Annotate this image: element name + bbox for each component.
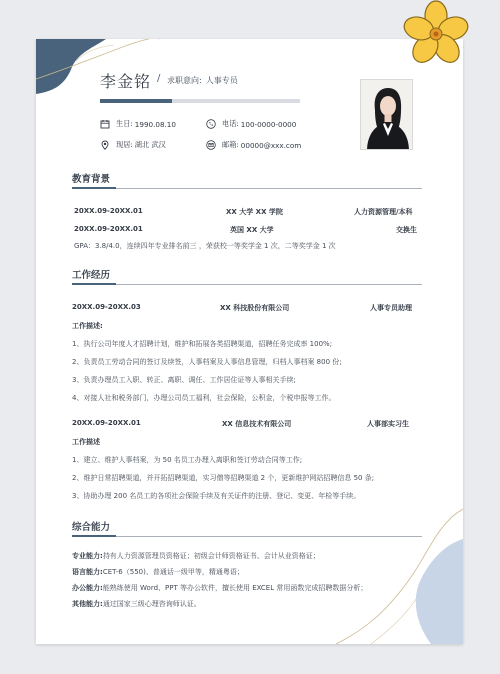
job-2-item-2: 2、维护日常招聘渠道，并开拓招聘渠道，实习僧等招聘渠道 2 个，更新维护网站招聘信息 50 条; (72, 474, 375, 482)
job-2-item-3: 3、协助办理 200 名员工的各项社会保险手续及有关证件的注册、登记、变更、年检等手续。 (72, 492, 361, 500)
job-intent-label: 求职意向: (167, 76, 202, 85)
education-section-title: 教育背景 (72, 174, 111, 185)
job-intent (167, 75, 238, 86)
work-section-title: 工作经历 (72, 270, 111, 281)
job-1-period: 20XX.09-20XX.03 (72, 303, 141, 311)
skill-language-key: 语言能力: (72, 568, 103, 576)
job-1-company: XX 科技股份有限公司 (220, 304, 290, 312)
edu-2-major: 交换生 (396, 226, 417, 234)
email-info (206, 140, 301, 150)
skills-divider (72, 536, 422, 537)
skill-professional-value: 持有人力资源管理员资格证；初级会计师资格证书、会计从业资格证； (102, 552, 320, 560)
skills-section-title: 综合能力 (72, 522, 111, 533)
edu-gpa: GPA：3.8/4.0，连续四年专业排名前三 ，荣获校一等奖学金 1 次，二等奖学金 1 次 (74, 242, 336, 250)
candidate-name: 李金铭 (100, 72, 152, 91)
job-2-role: 人事部实习生 (367, 420, 409, 428)
flower-decoration (398, 0, 476, 70)
job-1-role: 人事专员助理 (370, 304, 412, 312)
edu-2-school: 英国 XX 大学 (230, 226, 274, 234)
skill-office-key: 办公能力: (72, 584, 103, 592)
skill-other (72, 599, 201, 609)
phone-info (206, 119, 296, 129)
job-1-item-2: 2、负责员工劳动合同的签订及续签，人事档案及人事信息管理，归档人事档案 800 份; (72, 358, 342, 366)
job-2-period: 20XX.09-20XX.01 (72, 419, 141, 427)
job-intent-value: 人事专员 (205, 76, 238, 85)
residence-value: 湖北 武汉 (134, 140, 166, 149)
job-2-desc-label: 工作描述 (72, 438, 100, 446)
phone-icon (206, 119, 216, 129)
location-icon (100, 140, 110, 150)
residence-label: 现居: (116, 140, 133, 149)
job-1-desc-label: 工作描述: (72, 322, 103, 330)
email-label: 邮箱: (222, 140, 239, 149)
resume-page (36, 39, 463, 644)
skill-language-value: CET-6（550)、普通话一级甲等，精通粤语； (102, 568, 244, 576)
birth-value: 1990.08.10 (134, 119, 176, 129)
edu-1-period: 20XX.09-20XX.01 (74, 207, 143, 215)
phone-value: 100-0000-0000 (240, 119, 297, 129)
skill-other-key: 其他能力: (72, 600, 103, 608)
phone-label: 电话: (222, 119, 239, 128)
job-1-item-1: 1、执行公司年度人才招聘计划，维护和拓展各类招聘渠道，招聘任务完成率 100%; (72, 340, 333, 348)
edu-1-school: XX 大学 XX 学院 (226, 208, 283, 216)
job-2-item-1: 1、建立、维护人事档案，为 50 名员工办理入离职和签订劳动合同等工作; (72, 456, 303, 464)
birth-info (100, 119, 176, 129)
birth-label: 生日: (116, 119, 133, 128)
job-2-company: XX 信息技术有限公司 (222, 420, 292, 428)
mail-icon (206, 140, 216, 150)
edu-2-period: 20XX.09-20XX.01 (74, 225, 143, 233)
name-underline (100, 99, 300, 103)
skill-office-value: 能熟练使用 Word、PPT 等办公软件，擅长使用 EXCEL 常用函数完成招聘数据分析； (102, 584, 368, 592)
skill-other-value: 通过国家三级心理咨询师认证。 (102, 600, 201, 608)
skill-professional-key: 专业能力: (72, 552, 103, 560)
profile-photo (360, 79, 413, 150)
skill-professional (72, 551, 320, 561)
title-separator: / (157, 73, 161, 84)
skill-office (72, 583, 367, 593)
calendar-icon (100, 119, 110, 129)
edu-1-major: 人力资源管理/本科 (354, 208, 413, 216)
work-divider (72, 284, 422, 285)
education-divider (72, 188, 422, 189)
job-1-item-3: 3、负责办理员工入职、转正、离职、调任、工作居住证等人事相关手续; (72, 376, 296, 384)
email-value: 00000@xxx.com (240, 140, 302, 150)
skill-language (72, 567, 244, 577)
job-1-item-4: 4、对接人社和税务部门，办理公司员工福利，社会保险，公积金，个税申报等工作。 (72, 394, 336, 402)
residence-info (100, 140, 166, 150)
